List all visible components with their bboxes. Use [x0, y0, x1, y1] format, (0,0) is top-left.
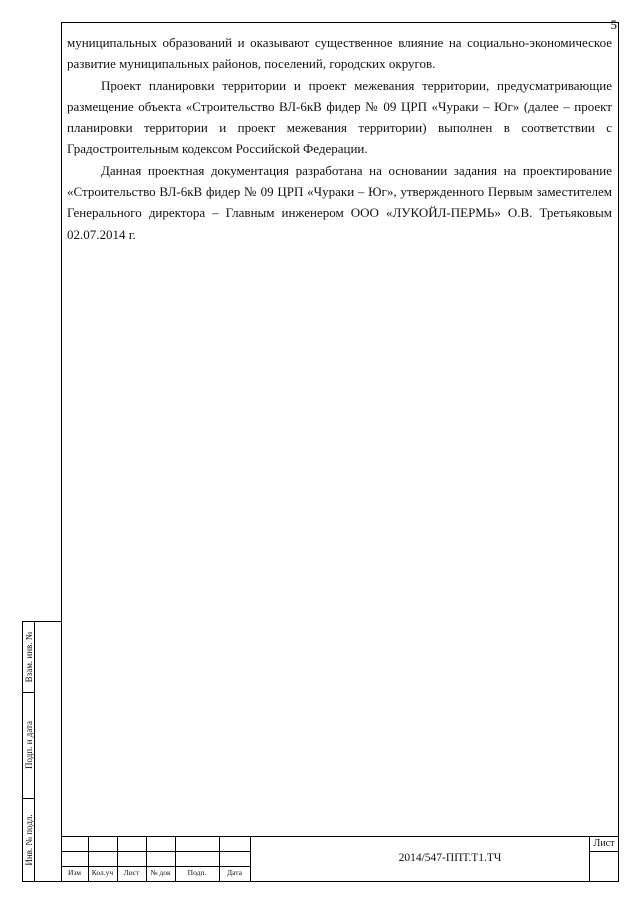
page-number: 5	[610, 17, 617, 32]
document-body	[67, 32, 612, 245]
side-stamp-original-inv	[23, 798, 35, 882]
tb-label-list: Лист	[123, 868, 140, 877]
document-code: 2014/547-ППТ.Т1.ТЧ	[398, 852, 502, 864]
tb-row-line	[61, 866, 250, 867]
side-stamp-replace-inv	[23, 622, 35, 693]
tb-col-line	[250, 836, 251, 882]
tb-label-data: Дата	[227, 868, 242, 877]
sheet-label: Лист	[593, 838, 615, 849]
tb-label-ndok: № док	[150, 868, 171, 877]
tb-top-line	[61, 836, 619, 837]
side-stamp-original-inv-label: Инв. № подл.	[23, 814, 34, 866]
tb-sheet-line	[589, 851, 619, 852]
side-stamp	[22, 621, 61, 882]
side-stamp-sign-date-label: Подп. и дата	[23, 720, 34, 770]
title-block	[61, 836, 619, 882]
side-stamp-sign-date	[23, 692, 35, 799]
tb-row-line	[61, 851, 250, 852]
tb-label-podp: Подп.	[187, 868, 207, 877]
side-stamp-replace-inv-label: Взам. инв. №	[23, 631, 34, 683]
tb-label-koluch: Кол.уч	[91, 868, 114, 877]
tb-label-izm: Изм	[67, 868, 82, 877]
paragraph-1: муниципальных образований и оказывают существенное влияние на социально-экономическое развитие муниципальных районов, поселений, городских округов.	[67, 35, 612, 72]
paragraph-2: Проект планировки территории и проект межевания территории, предусматривающие размещение объекта «Строительство ВЛ-6кВ фидер № 09 ЦРП «Чураки – Юг» (далее – проект планировки территории и проект межевания территории) выполнен в соответствии с Градостроительным кодексом Российской Федерации.	[67, 77, 612, 157]
paragraph-3: Данная проектная документация разработана на основании задания на проектирование «Строительство ВЛ-6кВ фидер № 09 ЦРП «Чураки – Юг», утвержденного Первым заместителем Генерального директора – Главным инженером ООО «ЛУКОЙЛ-ПЕРМЬ» О.В. Третьяковым 02.07.2014 г.	[67, 162, 612, 242]
